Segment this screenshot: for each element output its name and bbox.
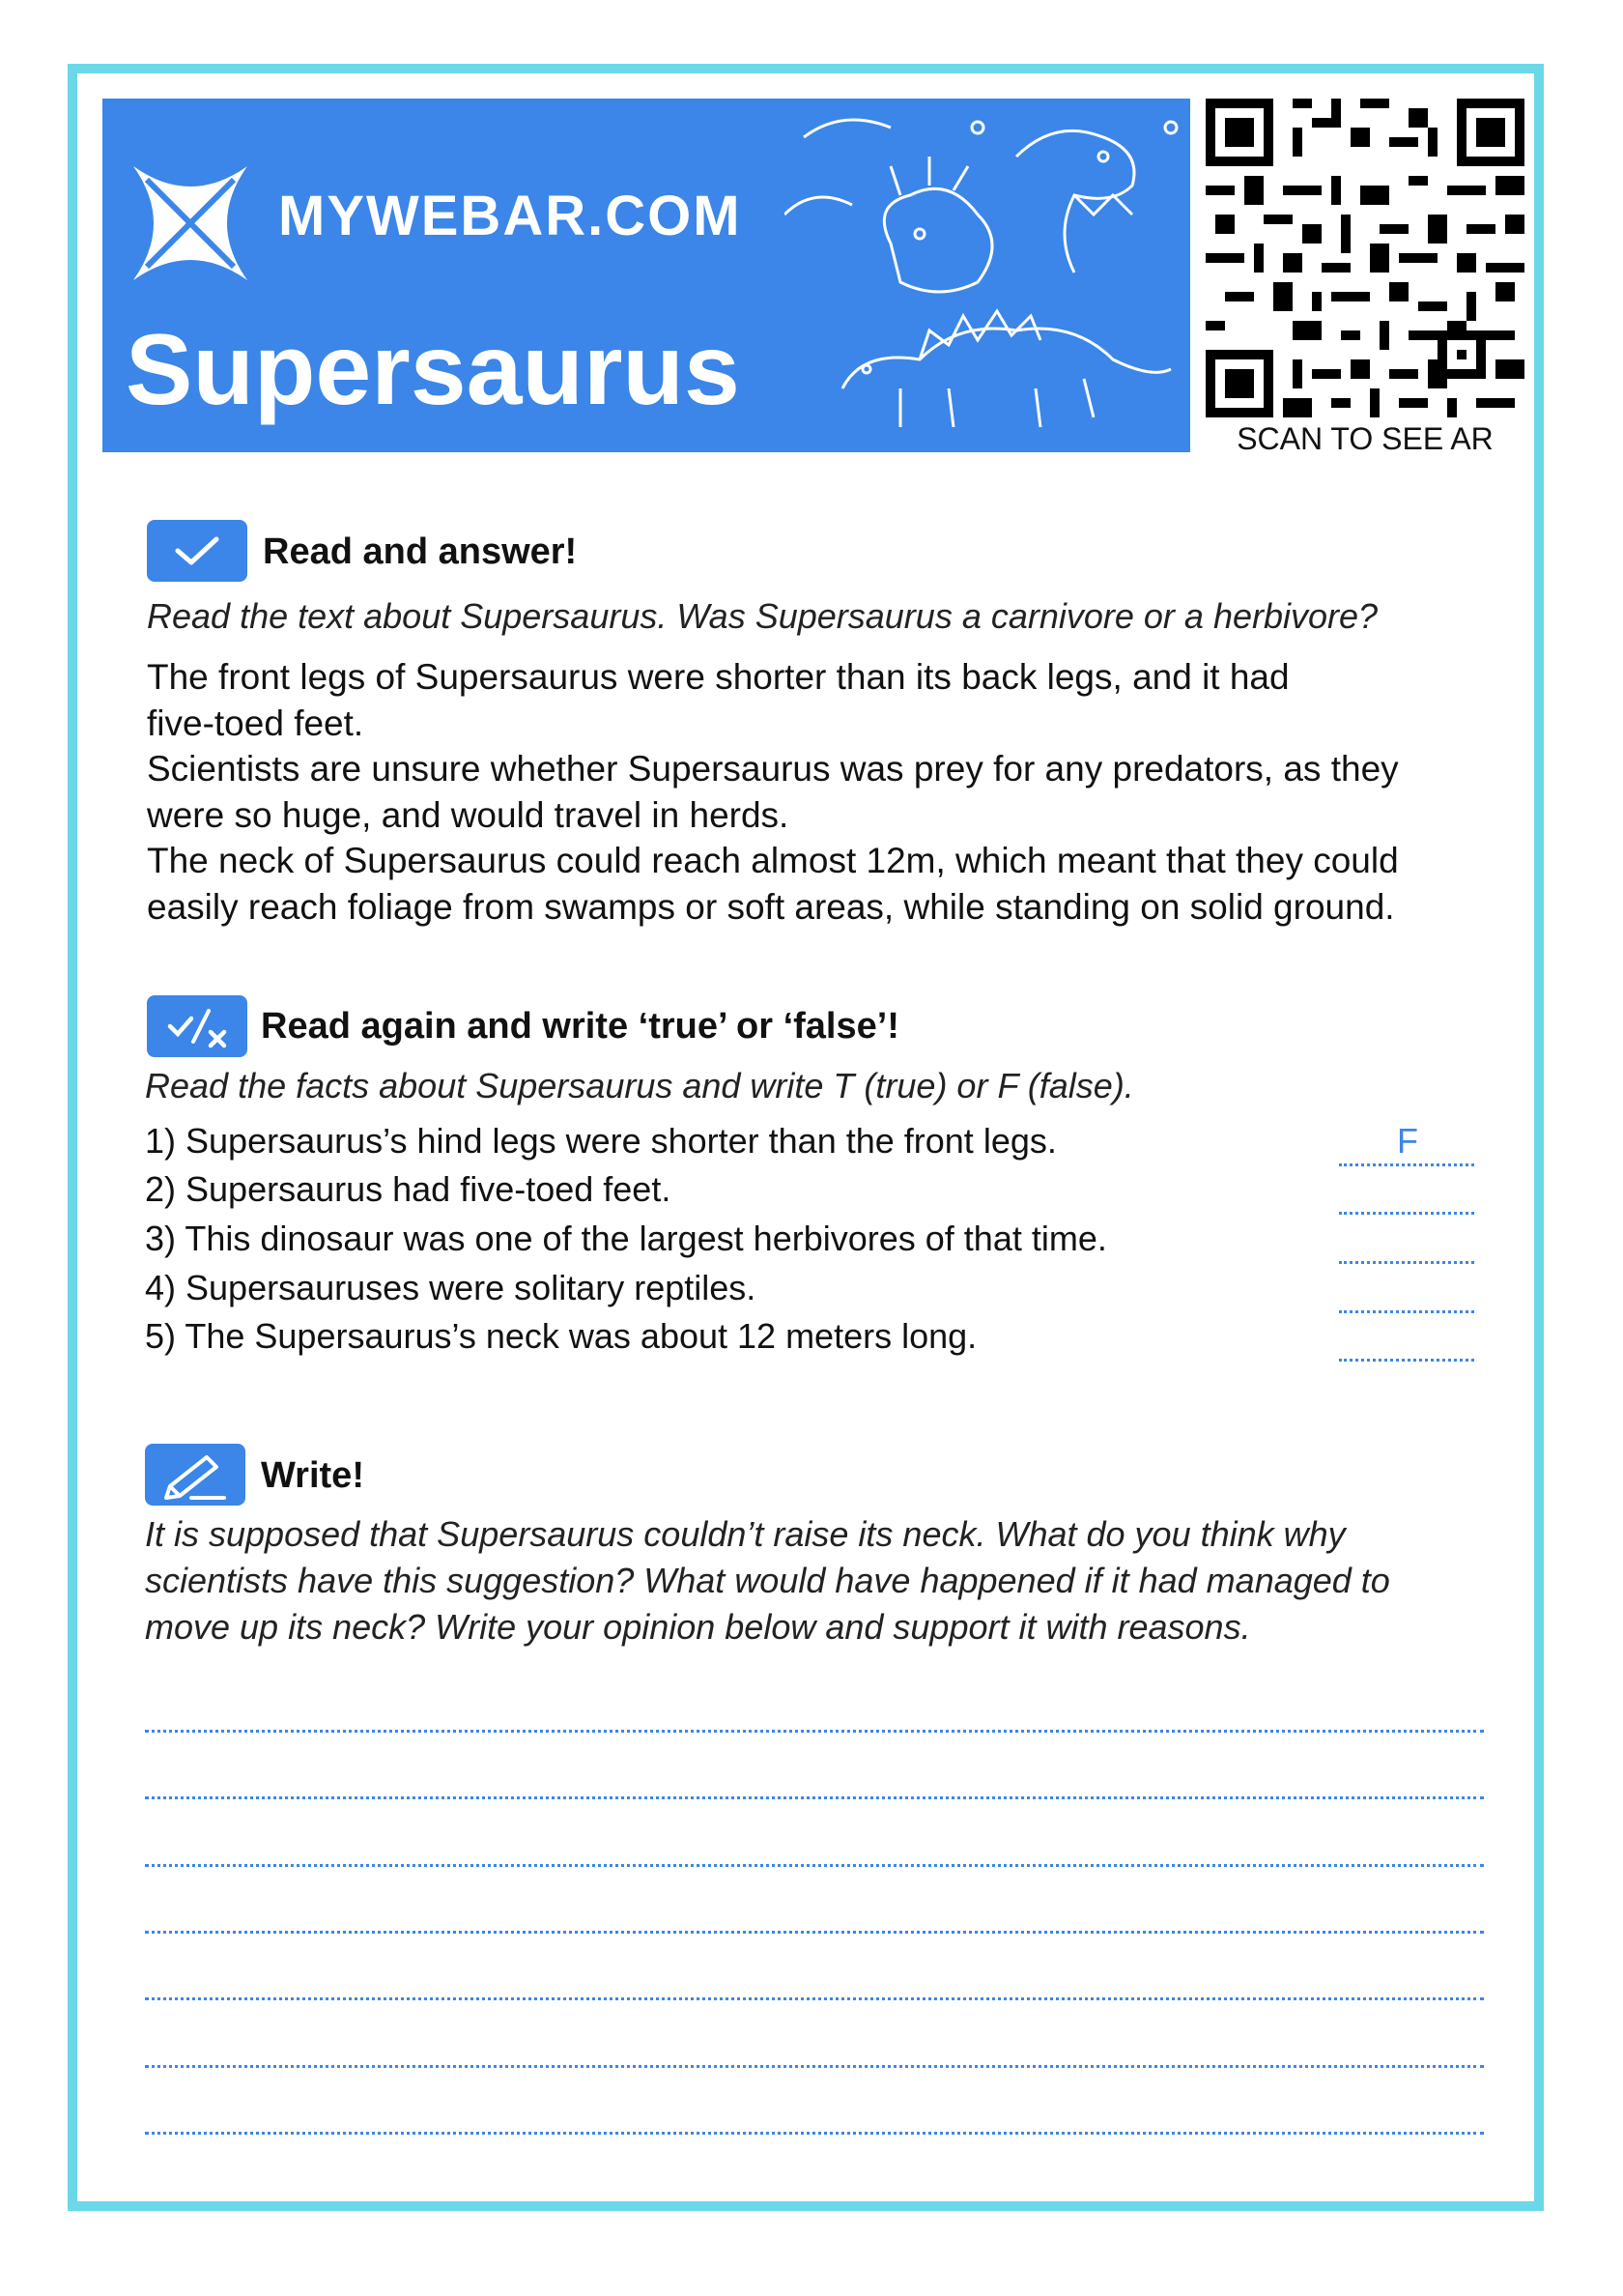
- checkmark-icon: [147, 520, 247, 582]
- pen-write-icon: [145, 1444, 245, 1506]
- section1-paragraph: [147, 654, 1499, 930]
- dinosaur-doodle-icon: [784, 99, 1190, 452]
- writing-line[interactable]: [145, 1796, 1484, 1799]
- section3-icon: [145, 1444, 245, 1506]
- statement-3: 3) This dinosaur was one of the largest herbivores of that time.: [145, 1219, 1107, 1258]
- header-banner: [102, 99, 1190, 452]
- section1-title: Read and answer!: [263, 531, 578, 572]
- page-title: Supersaurus: [126, 314, 740, 426]
- paragraph-line: easily reach foliage from swamps or soft areas, while standing on solid ground.: [147, 886, 1395, 927]
- writing-line[interactable]: [145, 1931, 1484, 1934]
- statement-4: 4) Supersauruses were solitary reptiles.: [145, 1268, 756, 1307]
- qr-code[interactable]: [1206, 99, 1524, 417]
- writing-line[interactable]: [145, 1997, 1484, 2000]
- statement-5: 5) The Supersaurus’s neck was about 12 meters long.: [145, 1316, 978, 1356]
- instruction-line: It is supposed that Supersaurus couldn’t raise its neck. What do you think why: [145, 1514, 1346, 1554]
- section2-instruction: Read the facts about Supersaurus and write T (true) or F (false).: [145, 1066, 1134, 1105]
- section1-icon: [147, 520, 247, 582]
- answer-line-4[interactable]: [1339, 1310, 1474, 1313]
- answer-line-2[interactable]: [1339, 1212, 1474, 1215]
- writing-line[interactable]: [145, 1864, 1484, 1867]
- section1-instruction: Read the text about Supersaurus. Was Supersaurus a carnivore or a herbivore?: [147, 596, 1379, 636]
- paragraph-line: Scientists are unsure whether Supersaurus was prey for any predators, as they: [147, 749, 1399, 789]
- instruction-line: scientists have this suggestion? What would have happened if it had managed to: [145, 1561, 1390, 1600]
- answer-1[interactable]: F: [1397, 1121, 1418, 1161]
- answer-line-3[interactable]: [1339, 1261, 1474, 1264]
- paragraph-line: were so huge, and would travel in herds.: [147, 794, 789, 835]
- answer-line-5[interactable]: [1339, 1359, 1474, 1362]
- statement-2: 2) Supersaurus had five-toed feet.: [145, 1169, 671, 1209]
- section3-instruction: [145, 1511, 1390, 1650]
- instruction-line: move up its neck? Write your opinion below and support it with reasons.: [145, 1607, 1251, 1647]
- section2-icon: [147, 995, 247, 1057]
- paragraph-line: The front legs of Supersaurus were shorter than its back legs, and it had: [147, 657, 1290, 697]
- logo-mark-icon: [126, 158, 255, 288]
- qr-caption: SCAN TO SEE AR: [1237, 421, 1494, 456]
- section2-title: Read again and write ‘true’ or ‘false’!: [261, 1006, 899, 1047]
- paragraph-line: five-toed feet.: [147, 703, 364, 743]
- section3-title: Write!: [261, 1455, 364, 1496]
- true-false-icon: [147, 995, 247, 1057]
- writing-line[interactable]: [145, 2132, 1484, 2135]
- answer-line-1[interactable]: [1339, 1163, 1474, 1166]
- writing-line[interactable]: [145, 2065, 1484, 2068]
- brand-name: MYWEBAR.COM: [278, 185, 742, 247]
- paragraph-line: The neck of Supersaurus could reach almost 12m, which meant that they could: [147, 841, 1399, 880]
- statement-1: 1) Supersaurus’s hind legs were shorter than the front legs.: [145, 1121, 1057, 1161]
- writing-line[interactable]: [145, 1730, 1484, 1733]
